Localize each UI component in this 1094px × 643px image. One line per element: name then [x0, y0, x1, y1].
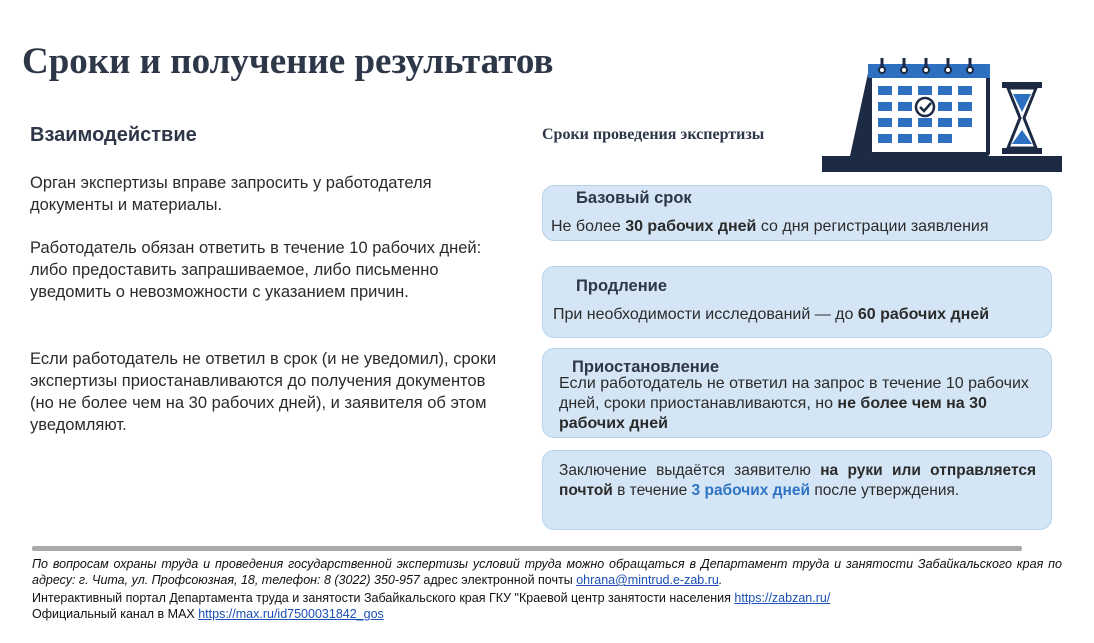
card-suspension-title: Приостановление — [572, 358, 720, 376]
email-link[interactable]: ohrana@mintrud.e-zab.ru — [576, 573, 719, 587]
card-base-term — [542, 185, 1052, 241]
interaction-paragraph-2: Работодатель обязан ответить в течение 10 рабочих дней: либо предоставить запрашиваемое, либо письменно уведомить о невозможности с указанием причин. — [30, 239, 482, 301]
max-channel-link[interactable]: https://max.ru/id7500031842_gos — [198, 607, 384, 621]
card-extension-text: При необходимости исследований — до 60 рабочих дней — [553, 306, 990, 323]
card-suspension-text: Если работодатель не ответил на запрос в течение 10 рабочих дней, сроки приостанавливаются, но не более чем на 30 рабочих дней — [559, 375, 1029, 432]
portal-link[interactable]: https://zabzan.ru/ — [734, 591, 831, 605]
interaction-paragraph-1: Орган экспертизы вправе запросить у работодателя документы и материалы. — [30, 174, 432, 214]
card-conclusion — [542, 450, 1052, 530]
interaction-heading: Взаимодействие — [30, 124, 197, 146]
card-extension-title: Продление — [576, 277, 667, 295]
footer-contacts: По вопросам охраны труда и проведения государственной экспертизы условий труда можно обращаться в Департамент труда и занятости Забайкальского края по адресу: г. Чита, ул. Профсоюзная, 18, телефон: 8 (3022) 350-957 адрес электронной почты ohrana@mintrud.e-zab.ru. — [32, 557, 1062, 587]
deadlines-heading: Сроки проведения экспертизы — [542, 126, 765, 143]
card-conclusion-text: Заключение выдаётся заявителю на руки или отправляется почтой в течение 3 рабочих дней после утверждения. — [559, 462, 1036, 499]
card-base-term-text: Не более 30 рабочих дней со дня регистрации заявления — [551, 218, 989, 235]
interaction-paragraph-3: Если работодатель не ответил в срок (и не уведомил), сроки экспертизы приостанавливаются до получения документов (но не более чем на 30 рабочих дней), и заявителя об этом уведомляют. — [30, 350, 497, 434]
card-extension — [542, 266, 1052, 338]
page-title: Сроки и получение результатов — [22, 41, 554, 82]
footer-divider — [32, 546, 1022, 551]
card-suspension — [542, 348, 1052, 438]
footer-portal: Интерактивный портал Департамента труда и занятости Забайкальского края ГКУ "Краевой центр занятости населения https://zabzan.ru/ — [32, 591, 831, 605]
hourglass-icon — [1002, 82, 1042, 154]
calendar-icon — [820, 52, 1065, 178]
footer-max-channel: Официальный канал в МАХ https://max.ru/id7500031842_gos — [32, 607, 384, 621]
card-base-term-title: Базовый срок — [576, 189, 692, 207]
